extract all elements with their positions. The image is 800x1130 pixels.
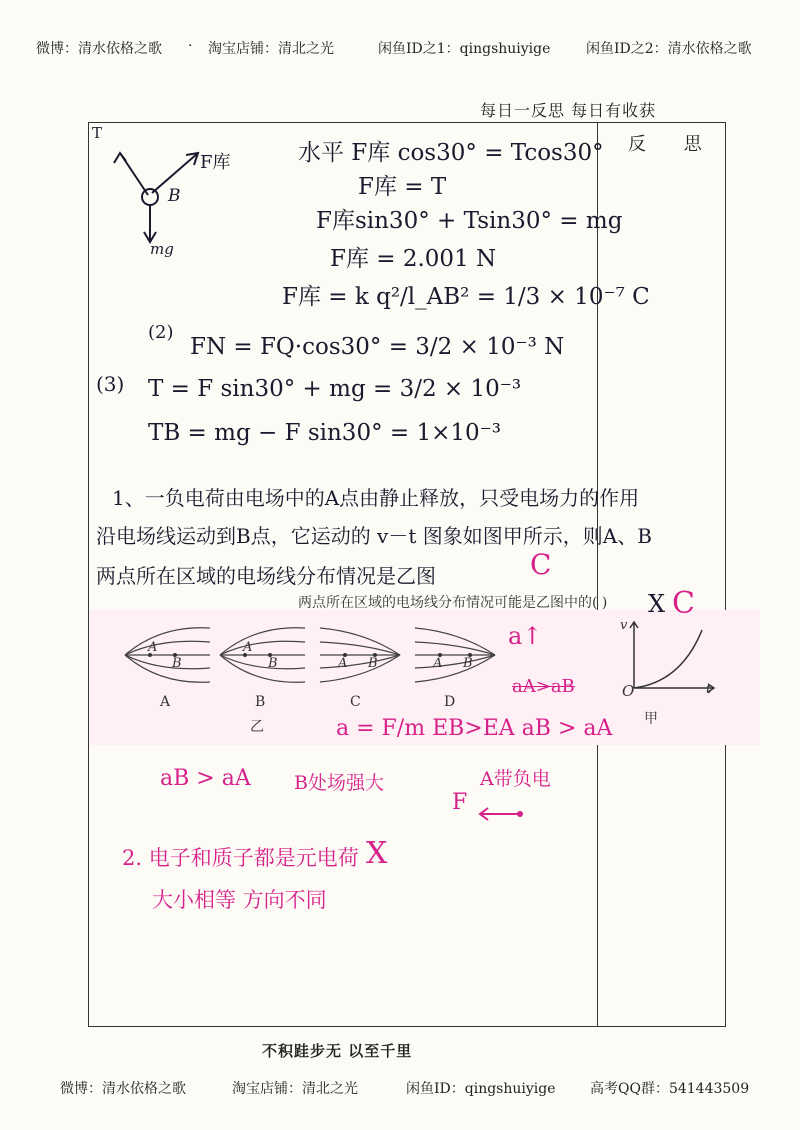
equation-6: FN = FQ·cos30° = 3/2 × 10⁻³ N <box>190 334 565 360</box>
choice-label-b: B <box>255 694 266 710</box>
fku-label: F库 <box>200 152 231 173</box>
choice-label-d: D <box>444 694 456 710</box>
equation-3: F库sin30° + Tsin30° = mg <box>316 208 623 234</box>
diagram-d-point-b: B <box>463 656 473 671</box>
footer-motto: 不积跬步无 以至千里 <box>262 1042 413 1060</box>
question-2-line-2: 大小相等 方向不同 <box>152 888 327 912</box>
footer-weibo: 微博：清水依格之歌 <box>60 1081 186 1097</box>
header-dot: · <box>188 38 193 54</box>
equation-2: F库 = T <box>358 174 447 200</box>
daily-motto: 每日一反思 每日有收获 <box>480 101 657 120</box>
header-xianyu1: 闲鱼ID之1：qingshuiyige <box>378 41 551 57</box>
vt-axis-t: t <box>706 682 712 697</box>
equation-4: F库 = 2.001 N <box>330 246 497 272</box>
footer-xianyu: 闲鱼ID：qingshuiyige <box>406 1081 556 1097</box>
part-3-label: (3) <box>96 372 125 396</box>
t-corner-label: T <box>92 124 103 142</box>
jia-figure-label: 甲 <box>644 711 658 727</box>
header-xianyu2: 闲鱼ID之2：清水依格之歌 <box>586 41 752 57</box>
header-taobao: 淘宝店铺：清北之光 <box>208 41 334 57</box>
field-diagram-c <box>320 628 400 682</box>
b-point-label: B <box>168 186 181 206</box>
reflect-column-label: 反 思 <box>628 134 718 155</box>
diagram-b-point-b: B <box>268 656 278 671</box>
vt-graph <box>626 620 716 695</box>
equation-5: F库 = k q²/l_AB² = 1/3 × 10⁻⁷ C <box>282 284 650 310</box>
ink-aa-gt-ab: aA>aB <box>512 676 575 697</box>
diagram-a-point-a: A <box>148 640 158 655</box>
question-2-cross: X <box>366 836 388 871</box>
printed-question-text: 两点所在区域的电场线分布情况可能是乙图中的( ) <box>298 595 608 611</box>
corner-cross: X <box>648 590 666 618</box>
diagram-a-point-b: B <box>172 656 182 671</box>
force-diagram <box>90 125 200 260</box>
field-diagram-d <box>415 628 495 682</box>
diagram-d-point-a: A <box>433 656 443 671</box>
reflect-divider <box>597 123 598 1026</box>
equation-1: 水平 F库 cos30° = Tcos30° <box>298 140 604 166</box>
ink-force-arrow <box>476 806 526 822</box>
equation-8: TB = mg − F sin30° = 1×10⁻³ <box>148 420 501 446</box>
ink-a-negative: A带负电 <box>480 768 551 790</box>
equation-7: T = F sin30° + mg = 3/2 × 10⁻³ <box>148 376 522 402</box>
question-2-line-1: 2. 电子和质子都是元电荷 <box>122 846 359 870</box>
ink-ab-gt-aa: aB > aA <box>160 766 251 791</box>
choice-label-a: A <box>160 694 171 710</box>
corner-answer-c: C <box>672 586 695 621</box>
question-1-line-3: 两点所在区域的电场线分布情况是乙图 <box>96 564 436 588</box>
field-diagram-b <box>220 628 305 683</box>
ink-a-up: a↑ <box>508 622 543 650</box>
mg-label: mg <box>150 240 174 258</box>
ink-f: F <box>452 790 468 815</box>
question-1-line-2: 沿电场线运动到B点，它运动的 v－t 图象如图甲所示，则A、B <box>96 524 652 548</box>
question-1-line-1: 1、一负电荷由电场中的A点由静止释放，只受电场力的作用 <box>112 486 640 510</box>
question-1-answer: C <box>530 548 552 581</box>
field-diagram-a <box>125 628 210 683</box>
diagram-c-point-b: B <box>368 656 378 671</box>
footer-qq: 高考QQ群：541443509 <box>590 1081 750 1097</box>
field-lines-diagrams <box>120 620 500 690</box>
ink-b-strong: B处场强大 <box>294 772 384 794</box>
diagram-c-point-a: A <box>338 656 348 671</box>
choice-label-c: C <box>350 694 361 710</box>
vt-axis-v: v <box>620 618 628 633</box>
header-weibo: 微博：清水依格之歌 <box>36 41 162 57</box>
vt-origin: O <box>622 682 635 700</box>
footer-taobao: 淘宝店铺：清北之光 <box>232 1081 358 1097</box>
part-2-label: (2) <box>148 322 174 343</box>
ink-formula: a = F/m EB>EA aB > aA <box>336 716 613 741</box>
yi-figure-label: 乙 <box>250 719 264 735</box>
diagram-b-point-a: A <box>243 640 253 655</box>
